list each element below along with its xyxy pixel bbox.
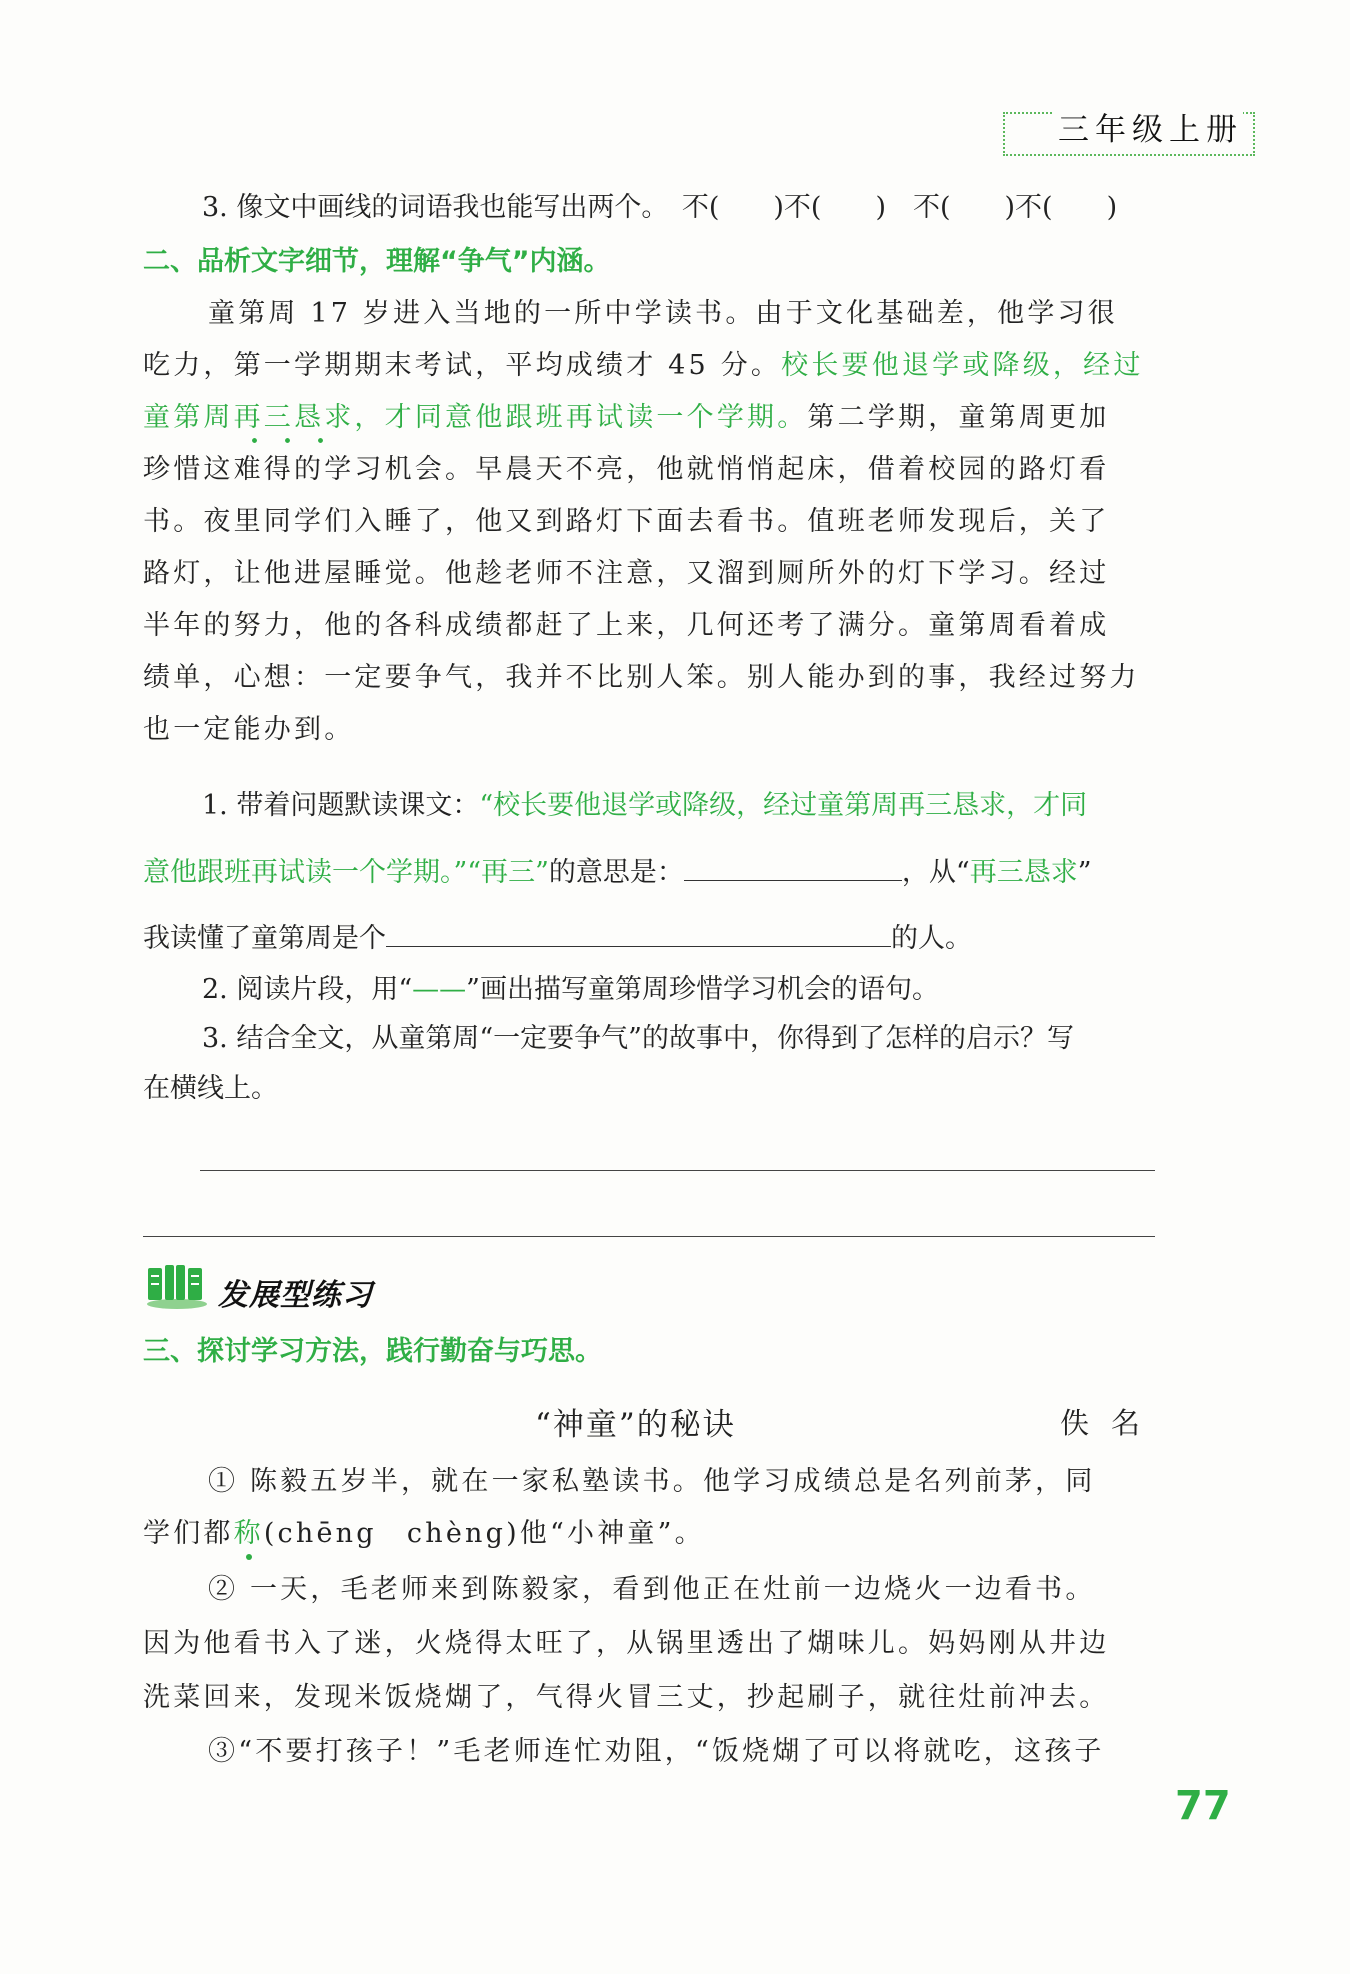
q1-person-end: 的人。 — [891, 923, 972, 954]
answer-blank-person[interactable] — [386, 924, 891, 947]
passage-line-3c: ，才同意他跟班再试读一个学期。 — [354, 402, 808, 433]
q1-from: ，从“ — [901, 857, 970, 888]
part1-question-3: 3. 像文中画线的词语我也能写出两个。 不( )不( ) 不( )不( ) — [202, 192, 1118, 223]
answer-line-2[interactable] — [143, 1236, 1155, 1237]
q1-line-1 — [202, 792, 1087, 819]
q1-quote: “校长要他退学或降级，经过童第周再三恳求，才同 — [479, 790, 1088, 821]
passage-line-3 — [143, 404, 1109, 431]
q2-rest: ”画出描写童第周珍惜学习机会的语句。 — [466, 974, 939, 1005]
q1-prompt: 1. 带着问题默读课文： — [202, 790, 480, 821]
passage-line-3a: 童第周 — [143, 402, 234, 433]
passage-line-9: 也一定能办到。 — [143, 714, 355, 745]
article-title: “神童”的秘诀 — [535, 1407, 736, 1443]
p1-line-1: ① 陈毅五岁半，就在一家私塾读书。他学习成绩总是名列前茅，同 — [208, 1466, 1096, 1497]
passage-line-2a: 吃力，第一学期期末考试，平均成绩才 45 分。 — [143, 350, 782, 381]
q1-close-quote: ” — [1077, 857, 1092, 888]
q1-meaning: 的意思是： — [548, 857, 684, 888]
q2-mark: —— — [412, 974, 467, 1005]
emphasis-dotted-char: 称 — [233, 1518, 264, 1549]
p1-2d: (chēng chèng)他“小神童”。 — [263, 1518, 705, 1549]
p2-line-3: 洗菜回来，发现米饭烧煳了，气得火冒三丈，抄起刷子，就往灶前冲去。 — [143, 1682, 1110, 1713]
development-section-title: 发展型练习 — [218, 1278, 373, 1313]
emphasis-dotted-phrase: 再三恳求 — [233, 402, 355, 433]
page-number: 77 — [1175, 1783, 1231, 1829]
passage-line-7: 半年的努力，他的各科成绩都赶了上来，几何还考了满分。童第周看着成 — [143, 610, 1110, 641]
passage-line-4: 珍惜这难得的学习机会。早晨天不亮，他就悄悄起床，借着校园的路灯看 — [143, 454, 1110, 485]
answer-blank-meaning[interactable] — [684, 858, 902, 881]
passage-line-3d: 第二学期，童第周更加 — [807, 402, 1110, 433]
q2-prompt: 2. 阅读片段，用“ — [202, 974, 413, 1005]
q1-line-2 — [143, 858, 1092, 886]
q3-line-1: 3. 结合全文，从童第周“一定要争气”的故事中，你得到了怎样的启示？写 — [202, 1023, 1074, 1054]
passage-line-2 — [143, 352, 1144, 379]
section2-heading: 二、品析文字细节，理解“争气”内涵。 — [143, 246, 611, 277]
p1-line-2 — [143, 1520, 705, 1547]
q1-quote-end: 意他跟班再试读一个学期。”“再三” — [143, 857, 549, 888]
book-icon — [145, 1262, 213, 1310]
q1-understand: 我读懂了童第周是个 — [143, 923, 386, 954]
section3-heading: 三、探讨学习方法，践行勤奋与巧思。 — [143, 1336, 602, 1367]
grade-tag — [1003, 112, 1255, 156]
q3-line-2: 在横线上。 — [143, 1073, 278, 1104]
p2-line-1: ② 一天，毛老师来到陈毅家，看到他正在灶前一边烧火一边看书。 — [208, 1574, 1096, 1605]
passage-line-8: 绩单，心想：一定要争气，我并不比别人笨。别人能办到的事，我经过努力 — [143, 662, 1140, 693]
p3-line-1: ③“不要打孩子！”毛老师连忙劝阻，“饭烧煳了可以将就吃，这孩子 — [208, 1736, 1105, 1767]
answer-line-1[interactable] — [200, 1170, 1155, 1171]
passage-line-5: 书。夜里同学们入睡了，他又到路灯下面去看书。值班老师发现后，关了 — [143, 506, 1110, 537]
passage-line-6: 路灯，让他进屋睡觉。他趁老师不注意，又溜到厕所外的灯下学习。经过 — [143, 558, 1110, 589]
grade-label: 三年级上册 — [1052, 104, 1243, 149]
p2-line-2: 因为他看书入了迷，火烧得太旺了，从锅里透出了煳味儿。妈妈刚从井边 — [143, 1628, 1110, 1659]
passage-line-1: 童第周 17 岁进入当地的一所中学读书。由于文化基础差，他学习很 — [208, 298, 1118, 329]
q2-line — [202, 976, 939, 1003]
q1-line-3 — [143, 924, 972, 952]
q1-phrase: 再三恳求 — [969, 857, 1078, 888]
passage-line-2b: 校长要他退学或降级，经过 — [781, 350, 1144, 381]
article-author: 佚名 — [1060, 1406, 1163, 1440]
p1-2a: 学们都 — [143, 1518, 234, 1549]
